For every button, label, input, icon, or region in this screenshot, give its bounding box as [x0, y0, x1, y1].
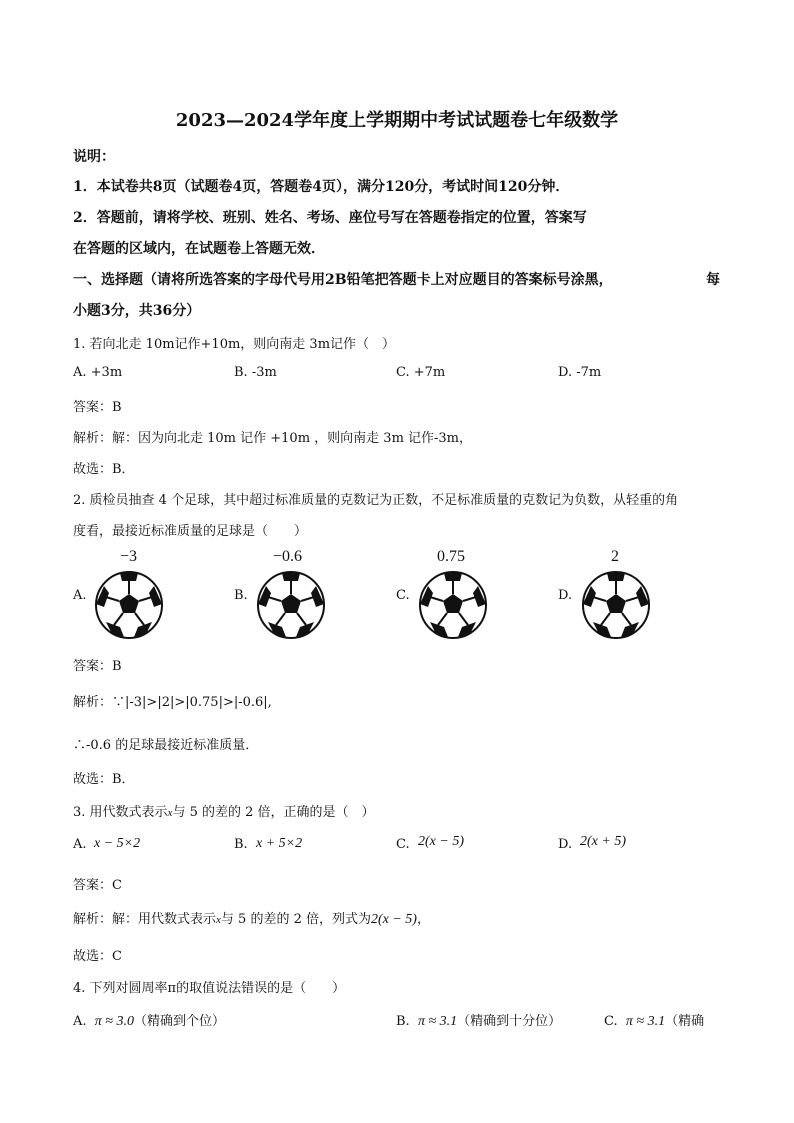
- question-1-option-b: B. -3m: [234, 365, 277, 380]
- question-4-stem: 4. 下列对圆周率π的取值说法错误的是（ ）: [73, 981, 346, 996]
- question-4-option-b-expr: π ≈ 3.1: [417, 1014, 458, 1029]
- question-3-option-d-expr: 2(x + 5): [580, 834, 626, 849]
- question-3-option-b-expr: x + 5×2: [256, 836, 303, 851]
- soccer-ball-c-icon: [418, 570, 488, 640]
- question-3-analysis-start: 解析：解：用代数式表示: [73, 912, 217, 927]
- question-3-analysis: [73, 908, 430, 928]
- question-3-stem-start: 3. 用代数式表示: [73, 805, 168, 820]
- question-1-stem: 1. 若向北走 10m记作+10m，则向南走 3m记作（ ）: [73, 337, 396, 352]
- ball-c-value: 0.75: [437, 548, 465, 565]
- question-1-analysis: 解析：解：因为向北走 10m 记作 +10m ，则向南走 3m 记作-3m，: [73, 431, 473, 446]
- soccer-ball-a-icon: [94, 570, 164, 640]
- question-4-option-b-note: （精确到十分位）: [457, 1014, 562, 1029]
- question-3-stem-end: 与 5 的差的 2 倍，正确的是（ ）: [172, 805, 375, 820]
- question-2-answer: 答案：B: [73, 659, 122, 674]
- question-4-option-c-expr: π ≈ 3.1: [625, 1014, 666, 1029]
- question-2-conclusion: 故选：B．: [73, 772, 135, 787]
- question-3-option-c-letter: C.: [396, 837, 410, 852]
- ball-b-value: −0.6: [273, 548, 303, 565]
- question-4-option-a-note: （精确到个位）: [134, 1014, 226, 1029]
- instructions-heading: 说明：: [73, 149, 115, 165]
- question-3-stem-variable: x: [167, 807, 173, 819]
- page-title: 2023—2024学年度上学期期中考试试题卷七年级数学: [175, 110, 619, 131]
- question-2-option-a-letter: A.: [73, 588, 87, 603]
- section-heading-tail: 每: [706, 272, 720, 288]
- question-3-stem: [73, 801, 375, 820]
- question-1-option-d: D. -7m: [558, 365, 602, 380]
- section-heading-line-1: 一、选择题（请将所选答案的字母代号用2B铅笔把答题卡上对应题目的答案标号涂黑，: [73, 272, 613, 288]
- section-heading-line-2: 小题3分，共36分）: [73, 303, 201, 319]
- question-2-option-c-letter: C.: [396, 588, 410, 603]
- question-1-option-a: A. +3m: [73, 365, 123, 380]
- instructions-line-2a: 2．答题前，请将学校、班别、姓名、考场、座位号写在答题卷指定的位置，答案写: [73, 210, 587, 226]
- question-3-option-c-expr: 2(x − 5): [418, 834, 464, 849]
- ball-d-value: 2: [611, 548, 619, 565]
- question-1-answer: 答案：B: [73, 400, 122, 415]
- question-3-analysis-variable: x: [216, 914, 221, 926]
- instructions-line-1: 1．本试卷共8页（试题卷4页，答题卷4页），满分120分，考试时间120分钟．: [73, 179, 570, 195]
- question-2-therefore: ∴-0.6 的足球最接近标准质量．: [73, 738, 259, 753]
- question-2-stem-line-1: 2. 质检员抽查 4 个足球，其中超过标准质量的克数记为正数，不足标准质量的克数记为负数，从轻重的角: [73, 493, 679, 508]
- question-4-option-c-letter: C.: [604, 1014, 618, 1029]
- question-2-stem-line-2: 度看，最接近标准质量的足球是（ ）: [73, 524, 308, 539]
- question-2-option-d-letter: D.: [558, 588, 573, 603]
- question-3-conclusion: 故选：C: [73, 949, 122, 964]
- question-3-answer: 答案：C: [73, 878, 122, 893]
- question-4-option-a: [73, 1010, 225, 1030]
- question-4-option-a-expr: π ≈ 3.0: [94, 1014, 134, 1029]
- question-3-analysis-end: ，: [416, 912, 430, 927]
- question-1-conclusion: 故选：B．: [73, 462, 135, 477]
- soccer-ball-b-icon: [256, 570, 326, 640]
- question-4-option-b-letter: B.: [396, 1014, 410, 1029]
- question-2-option-b-letter: B.: [234, 588, 248, 603]
- question-3-option-b-letter: B.: [234, 837, 248, 852]
- instructions-line-2b: 在答题的区域内，在试题卷上答题无效．: [73, 241, 325, 257]
- question-3-analysis-expr: 2(x − 5): [370, 912, 417, 927]
- question-2-analysis: 解析：∵|-3|>|2|>|0.75|>|-0.6|,: [73, 695, 272, 710]
- question-3-option-a-letter: A.: [73, 837, 87, 852]
- question-3-analysis-middle: 与 5 的差的 2 倍，列式为: [220, 912, 371, 927]
- question-4-option-b: [396, 1010, 561, 1030]
- question-3-option-a-expr: x − 5×2: [94, 836, 141, 851]
- ball-a-value: −3: [120, 548, 138, 565]
- question-1-option-c: C. +7m: [396, 365, 446, 380]
- soccer-ball-d-icon: [581, 570, 651, 640]
- question-4-option-c: [604, 1010, 704, 1030]
- question-4-option-c-note: （精确: [665, 1014, 705, 1029]
- question-3-option-d-letter: D.: [558, 837, 573, 852]
- question-4-option-a-letter: A.: [73, 1014, 87, 1029]
